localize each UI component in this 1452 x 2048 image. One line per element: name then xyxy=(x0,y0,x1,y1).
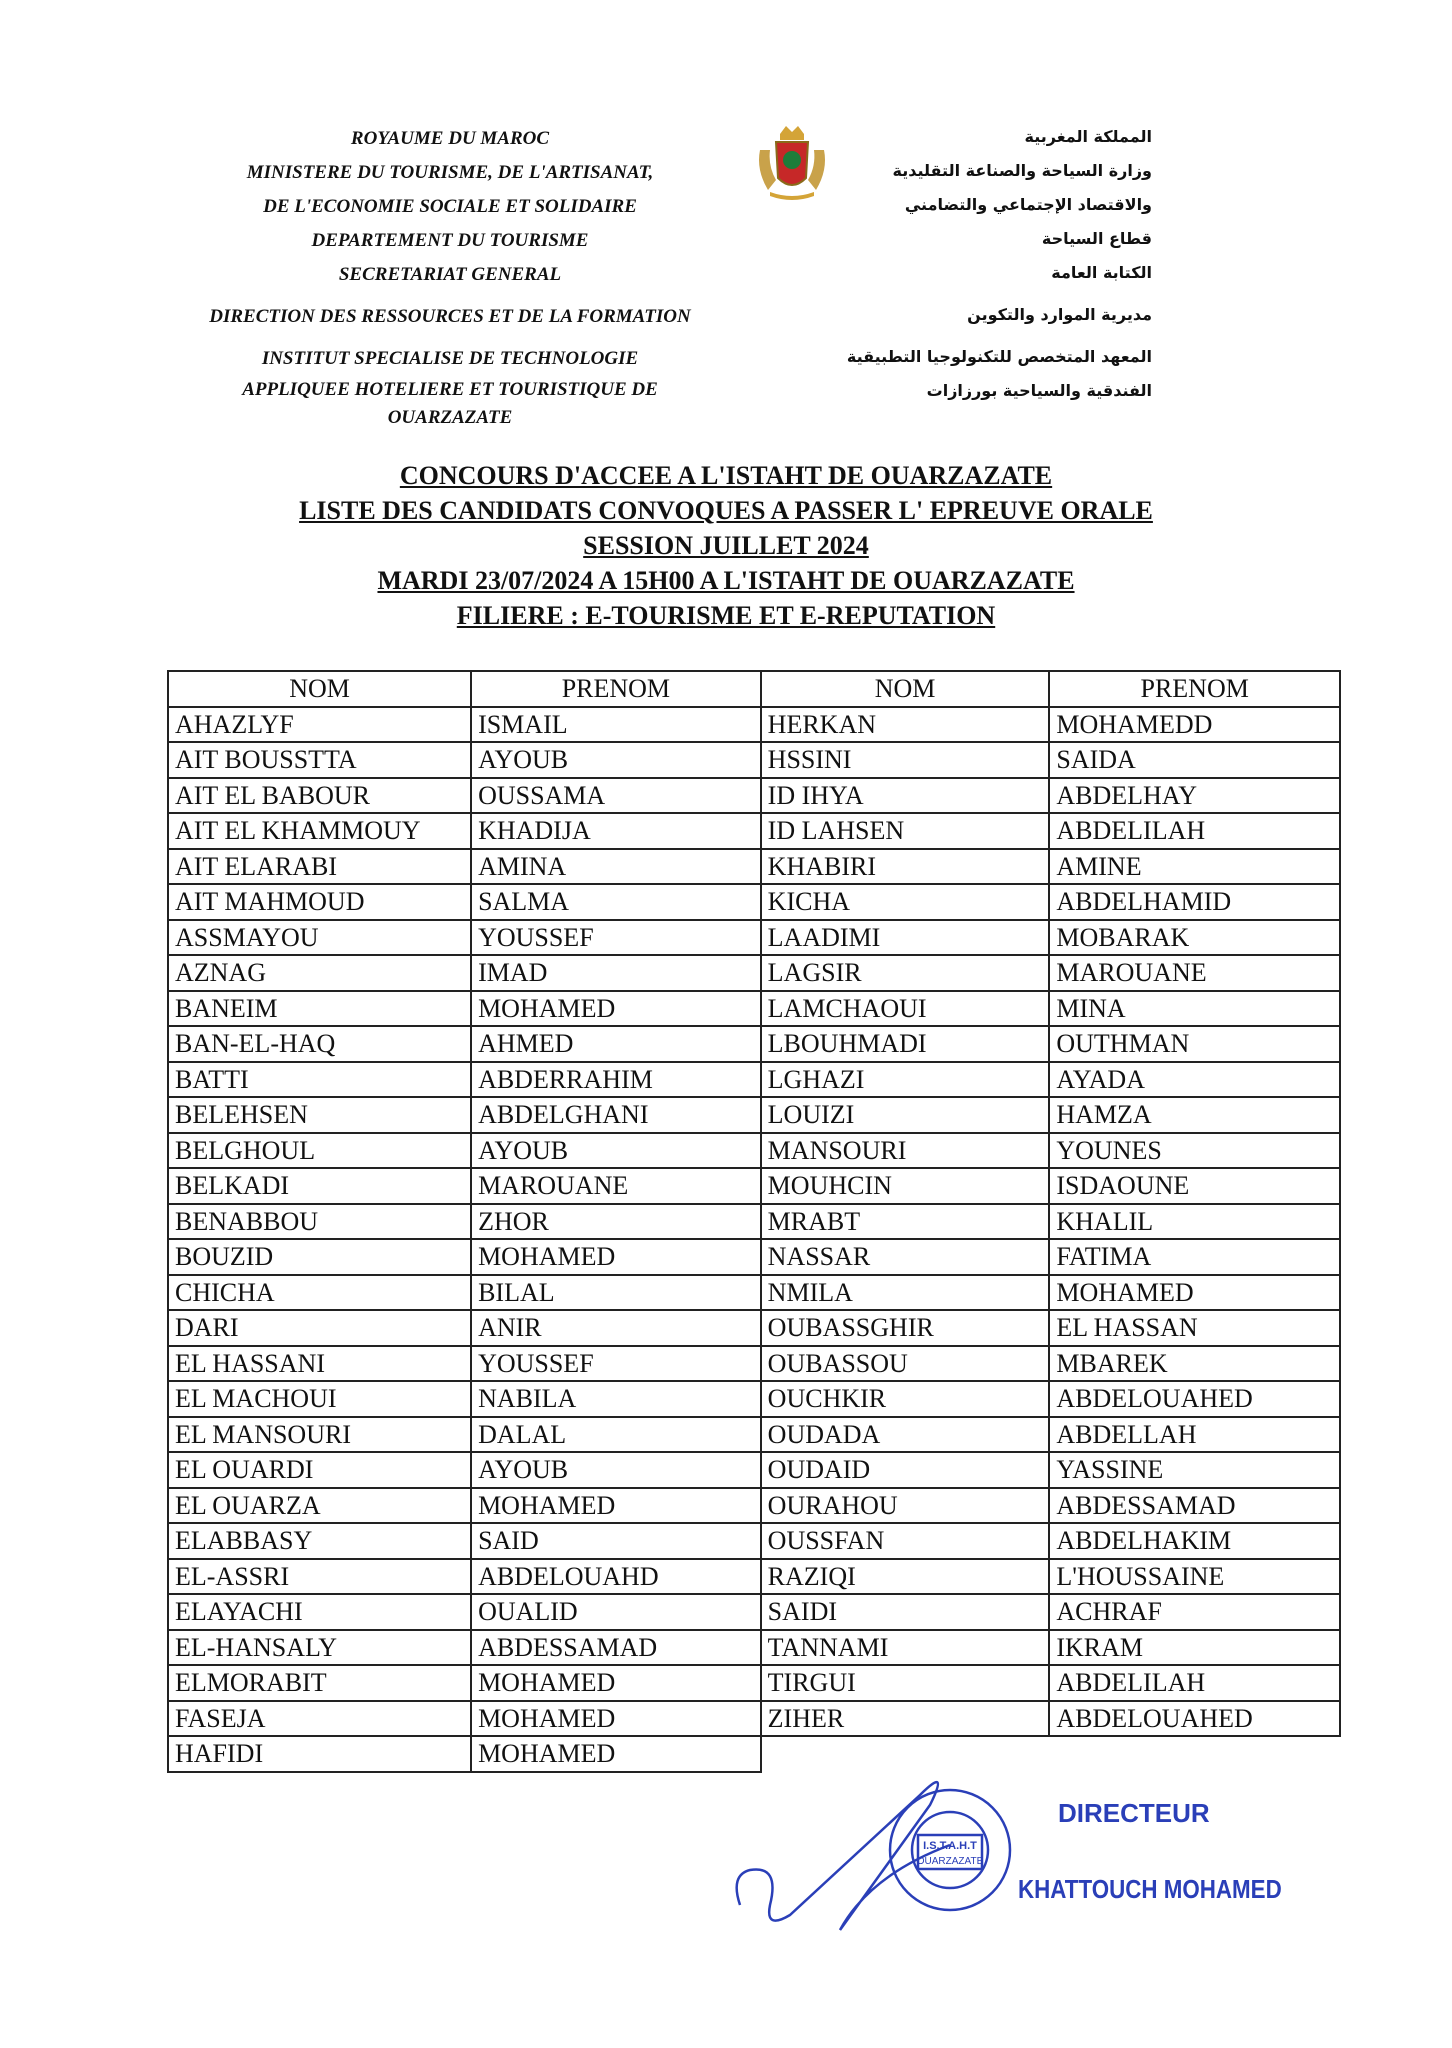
cell-prenom: ABDELOUAHED xyxy=(1049,1381,1340,1417)
cell-nom: OUBASSGHIR xyxy=(761,1310,1050,1346)
header-ar-line: الفندقية والسياحية بورزازات xyxy=(926,381,1152,400)
table-header-row xyxy=(168,671,1340,707)
cell-prenom: ZHOR xyxy=(471,1204,761,1240)
signatory-title: DIRECTEUR xyxy=(1058,1798,1210,1828)
table-row xyxy=(168,1665,1340,1701)
cell-nom: MOUHCIN xyxy=(761,1168,1050,1204)
cell-prenom: ABDELILAH xyxy=(1049,1665,1340,1701)
cell-prenom: AYOUB xyxy=(471,1452,761,1488)
cell-nom: AIT EL BABOUR xyxy=(168,778,471,814)
cell-nom: OUDADA xyxy=(761,1417,1050,1453)
cell-nom: EL MANSOURI xyxy=(168,1417,471,1453)
cell-prenom: MOHAMED xyxy=(471,1239,761,1275)
header-fr-line: INSTITUT SPECIALISE DE TECHNOLOGIE xyxy=(261,348,639,369)
cell-prenom: MAROUANE xyxy=(471,1168,761,1204)
cell-prenom: ABDELHAKIM xyxy=(1049,1523,1340,1559)
table-row xyxy=(168,1630,1340,1666)
cell-prenom: ABDELOUAHED xyxy=(1049,1701,1340,1737)
title-contest: CONCOURS D'ACCEE A L'ISTAHT DE OUARZAZATE xyxy=(399,461,1053,490)
cell-prenom: MOHAMED xyxy=(1049,1275,1340,1311)
cell-prenom: ISDAOUNE xyxy=(1049,1168,1340,1204)
cell-nom: BENABBOU xyxy=(168,1204,471,1240)
cell-nom: EL OUARDI xyxy=(168,1452,471,1488)
cell-nom: AIT MAHMOUD xyxy=(168,884,471,920)
cell-prenom: ACHRAF xyxy=(1049,1594,1340,1630)
cell-prenom: ABDESSAMAD xyxy=(1049,1488,1340,1524)
table-row xyxy=(168,1488,1340,1524)
cell-prenom: ABDELILAH xyxy=(1049,813,1340,849)
cell-prenom: NABILA xyxy=(471,1381,761,1417)
table-row xyxy=(168,1097,1340,1133)
cell-nom: TIRGUI xyxy=(761,1665,1050,1701)
cell-nom: AIT BOUSSTTA xyxy=(168,742,471,778)
cell-prenom: ABDESSAMAD xyxy=(471,1630,761,1666)
cell-nom: ELABBASY xyxy=(168,1523,471,1559)
cell-prenom: MOHAMED xyxy=(471,1701,761,1737)
table-row xyxy=(168,1381,1340,1417)
cell-prenom: SAID xyxy=(471,1523,761,1559)
header-fr-line: OUARZAZATE xyxy=(387,407,513,428)
table-row xyxy=(168,742,1340,778)
cell-prenom: AYOUB xyxy=(471,1133,761,1169)
stamp-text-1: I.S.T.A.H.T xyxy=(923,1840,977,1852)
signature-stamp xyxy=(720,1755,1240,1935)
cell-nom: EL MACHOUI xyxy=(168,1381,471,1417)
table-row xyxy=(168,1239,1340,1275)
header-ar-line: الكتابة العامة xyxy=(1051,263,1152,282)
cell-nom: LAGSIR xyxy=(761,955,1050,991)
cell-prenom: KHALIL xyxy=(1049,1204,1340,1240)
cell-nom: BELKADI xyxy=(168,1168,471,1204)
header-fr-line: DEPARTEMENT DU TOURISME xyxy=(311,230,589,251)
cell-nom: BOUZID xyxy=(168,1239,471,1275)
table-row xyxy=(168,813,1340,849)
cell-prenom: IMAD xyxy=(471,955,761,991)
column-header-nom: NOM xyxy=(168,671,471,707)
cell-nom: HSSINI xyxy=(761,742,1050,778)
cell-prenom: DALAL xyxy=(471,1417,761,1453)
cell-prenom: SALMA xyxy=(471,884,761,920)
title-filiere: FILIERE : E-TOURISME ET E-REPUTATION xyxy=(456,601,996,630)
table-row xyxy=(168,1275,1340,1311)
header-fr-line: DE L'ECONOMIE SOCIALE ET SOLIDAIRE xyxy=(263,196,637,217)
header-ar-line: والاقتصاد الإجتماعي والتضامني xyxy=(904,195,1152,214)
cell-nom: ZIHER xyxy=(761,1701,1050,1737)
cell-prenom: YOUSSEF xyxy=(471,1346,761,1382)
column-header-nom: NOM xyxy=(761,671,1050,707)
table-row xyxy=(168,1594,1340,1630)
cell-prenom: SAIDA xyxy=(1049,742,1340,778)
cell-prenom: IKRAM xyxy=(1049,1630,1340,1666)
cell-prenom: MOHAMED xyxy=(471,1488,761,1524)
cell-nom: ASSMAYOU xyxy=(168,920,471,956)
cell-nom: NASSAR xyxy=(761,1239,1050,1275)
cell-nom: LGHAZI xyxy=(761,1062,1050,1098)
cell-nom: OUSSFAN xyxy=(761,1523,1050,1559)
cell-nom: LOUIZI xyxy=(761,1097,1050,1133)
cell-nom: ELMORABIT xyxy=(168,1665,471,1701)
cell-nom: LBOUHMADI xyxy=(761,1026,1050,1062)
table-row xyxy=(168,1062,1340,1098)
cell-nom: AIT EL KHAMMOUY xyxy=(168,813,471,849)
title-date: MARDI 23/07/2024 A 15H00 A L'ISTAHT DE OUARZAZATE xyxy=(377,566,1075,595)
cell-nom: ID LAHSEN xyxy=(761,813,1050,849)
cell-prenom: AYADA xyxy=(1049,1062,1340,1098)
document-titles xyxy=(0,458,1452,633)
column-header-prenom: PRENOM xyxy=(471,671,761,707)
cell-prenom: KHADIJA xyxy=(471,813,761,849)
cell-prenom: AHMED xyxy=(471,1026,761,1062)
cell-prenom: MINA xyxy=(1049,991,1340,1027)
header-ar-line: قطاع السياحة xyxy=(1041,229,1152,248)
cell-prenom: AMINA xyxy=(471,849,761,885)
cell-prenom: OUSSAMA xyxy=(471,778,761,814)
cell-nom: KHABIRI xyxy=(761,849,1050,885)
cell-nom: ID IHYA xyxy=(761,778,1050,814)
header-fr-line: DIRECTION DES RESSOURCES ET DE LA FORMATION xyxy=(209,306,691,327)
cell-prenom: EL HASSAN xyxy=(1049,1310,1340,1346)
cell-nom: EL-HANSALY xyxy=(168,1630,471,1666)
table-row xyxy=(168,1346,1340,1382)
cell-nom: MRABT xyxy=(761,1204,1050,1240)
cell-nom: NMILA xyxy=(761,1275,1050,1311)
cell-prenom: ABDELHAMID xyxy=(1049,884,1340,920)
cell-nom: HERKAN xyxy=(761,707,1050,743)
cell-nom: EL HASSANI xyxy=(168,1346,471,1382)
cell-nom: CHICHA xyxy=(168,1275,471,1311)
cell-nom: KICHA xyxy=(761,884,1050,920)
cell-prenom: MOBARAK xyxy=(1049,920,1340,956)
cell-nom: DARI xyxy=(168,1310,471,1346)
cell-nom: LAADIMI xyxy=(761,920,1050,956)
header-fr-line: MINISTERE DU TOURISME, DE L'ARTISANAT, xyxy=(246,162,654,183)
header-ar-line: المعهد المتخصص للتكنولوجيا التطبيقية xyxy=(846,347,1152,366)
cell-prenom: YASSINE xyxy=(1049,1452,1340,1488)
table-row xyxy=(168,1204,1340,1240)
cell-nom: OUDAID xyxy=(761,1452,1050,1488)
cell-prenom: MAROUANE xyxy=(1049,955,1340,991)
cell-prenom: ABDELHAY xyxy=(1049,778,1340,814)
header-french xyxy=(150,122,750,432)
table-row xyxy=(168,1452,1340,1488)
cell-prenom: AMINE xyxy=(1049,849,1340,885)
table-row xyxy=(168,1310,1340,1346)
table-row xyxy=(168,955,1340,991)
cell-nom: TANNAMI xyxy=(761,1630,1050,1666)
cell-prenom: L'HOUSSAINE xyxy=(1049,1559,1340,1595)
cell-nom: AIT ELARABI xyxy=(168,849,471,885)
table-row xyxy=(168,920,1340,956)
cell-nom: FASEJA xyxy=(168,1701,471,1737)
table-row xyxy=(168,1701,1340,1737)
cell-nom: BAN-EL-HAQ xyxy=(168,1026,471,1062)
cell-prenom: YOUNES xyxy=(1049,1133,1340,1169)
cell-prenom: HAMZA xyxy=(1049,1097,1340,1133)
title-session: SESSION JUILLET 2024 xyxy=(583,531,869,560)
header-fr-line: ROYAUME DU MAROC xyxy=(350,128,550,149)
cell-nom: ELAYACHI xyxy=(168,1594,471,1630)
column-header-prenom: PRENOM xyxy=(1049,671,1340,707)
cell-nom: OUBASSOU xyxy=(761,1346,1050,1382)
candidates-table xyxy=(167,670,1341,1773)
stamp-text-2: OUARZAZATE xyxy=(916,1856,984,1867)
header-fr-line: APPLIQUEE HOTELIERE ET TOURISTIQUE DE xyxy=(242,379,658,400)
cell-nom: EL-ASSRI xyxy=(168,1559,471,1595)
cell-prenom: BILAL xyxy=(471,1275,761,1311)
cell-nom: RAZIQI xyxy=(761,1559,1050,1595)
cell-prenom: MOHAMED xyxy=(471,991,761,1027)
header-ar-line: مديرية الموارد والتكوين xyxy=(967,305,1152,324)
cell-prenom: ANIR xyxy=(471,1310,761,1346)
cell-prenom: ABDELLAH xyxy=(1049,1417,1340,1453)
cell-nom: SAIDI xyxy=(761,1594,1050,1630)
table-row xyxy=(168,849,1340,885)
cell-prenom: OUTHMAN xyxy=(1049,1026,1340,1062)
table-row xyxy=(168,1026,1340,1062)
table-body xyxy=(168,707,1340,1772)
header-fr-line: SECRETARIAT GENERAL xyxy=(338,264,562,285)
table-row xyxy=(168,778,1340,814)
table-row xyxy=(168,707,1340,743)
cell-nom: BELGHOUL xyxy=(168,1133,471,1169)
header-arabic xyxy=(792,120,1152,408)
table-row xyxy=(168,1168,1340,1204)
cell-nom: EL OUARZA xyxy=(168,1488,471,1524)
table-row xyxy=(168,991,1340,1027)
table-row xyxy=(168,1523,1340,1559)
header-ar-line: وزارة السياحة والصناعة التقليدية xyxy=(892,161,1152,180)
cell-prenom: MOHAMEDD xyxy=(1049,707,1340,743)
cell-prenom: ABDELGHANI xyxy=(471,1097,761,1133)
cell-prenom: MBAREK xyxy=(1049,1346,1340,1382)
cell-nom: OURAHOU xyxy=(761,1488,1050,1524)
cell-nom: LAMCHAOUI xyxy=(761,991,1050,1027)
table-row xyxy=(168,884,1340,920)
cell-prenom: ISMAIL xyxy=(471,707,761,743)
cell-nom: AZNAG xyxy=(168,955,471,991)
cell-prenom: ABDERRAHIM xyxy=(471,1062,761,1098)
cell-prenom: OUALID xyxy=(471,1594,761,1630)
header-ar-line: المملكة المغربية xyxy=(1024,127,1152,146)
cell-nom: AHAZLYF xyxy=(168,707,471,743)
cell-prenom: MOHAMED xyxy=(471,1665,761,1701)
cell-prenom: FATIMA xyxy=(1049,1239,1340,1275)
cell-prenom: MOHAMED xyxy=(471,1736,761,1772)
cell-nom: BELEHSEN xyxy=(168,1097,471,1133)
cell-prenom: YOUSSEF xyxy=(471,920,761,956)
cell-nom: MANSOURI xyxy=(761,1133,1050,1169)
title-list: LISTE DES CANDIDATS CONVOQUES A PASSER L' EPREUVE ORALE xyxy=(299,496,1153,525)
cell-nom: HAFIDI xyxy=(168,1736,471,1772)
cell-nom: OUCHKIR xyxy=(761,1381,1050,1417)
table-row xyxy=(168,1559,1340,1595)
cell-prenom: ABDELOUAHD xyxy=(471,1559,761,1595)
cell-nom: BATTI xyxy=(168,1062,471,1098)
signatory-name: KHATTOUCH MOHAMED xyxy=(1018,1874,1282,1904)
cell-prenom: AYOUB xyxy=(471,742,761,778)
table-row xyxy=(168,1417,1340,1453)
table-row xyxy=(168,1133,1340,1169)
cell-nom: BANEIM xyxy=(168,991,471,1027)
